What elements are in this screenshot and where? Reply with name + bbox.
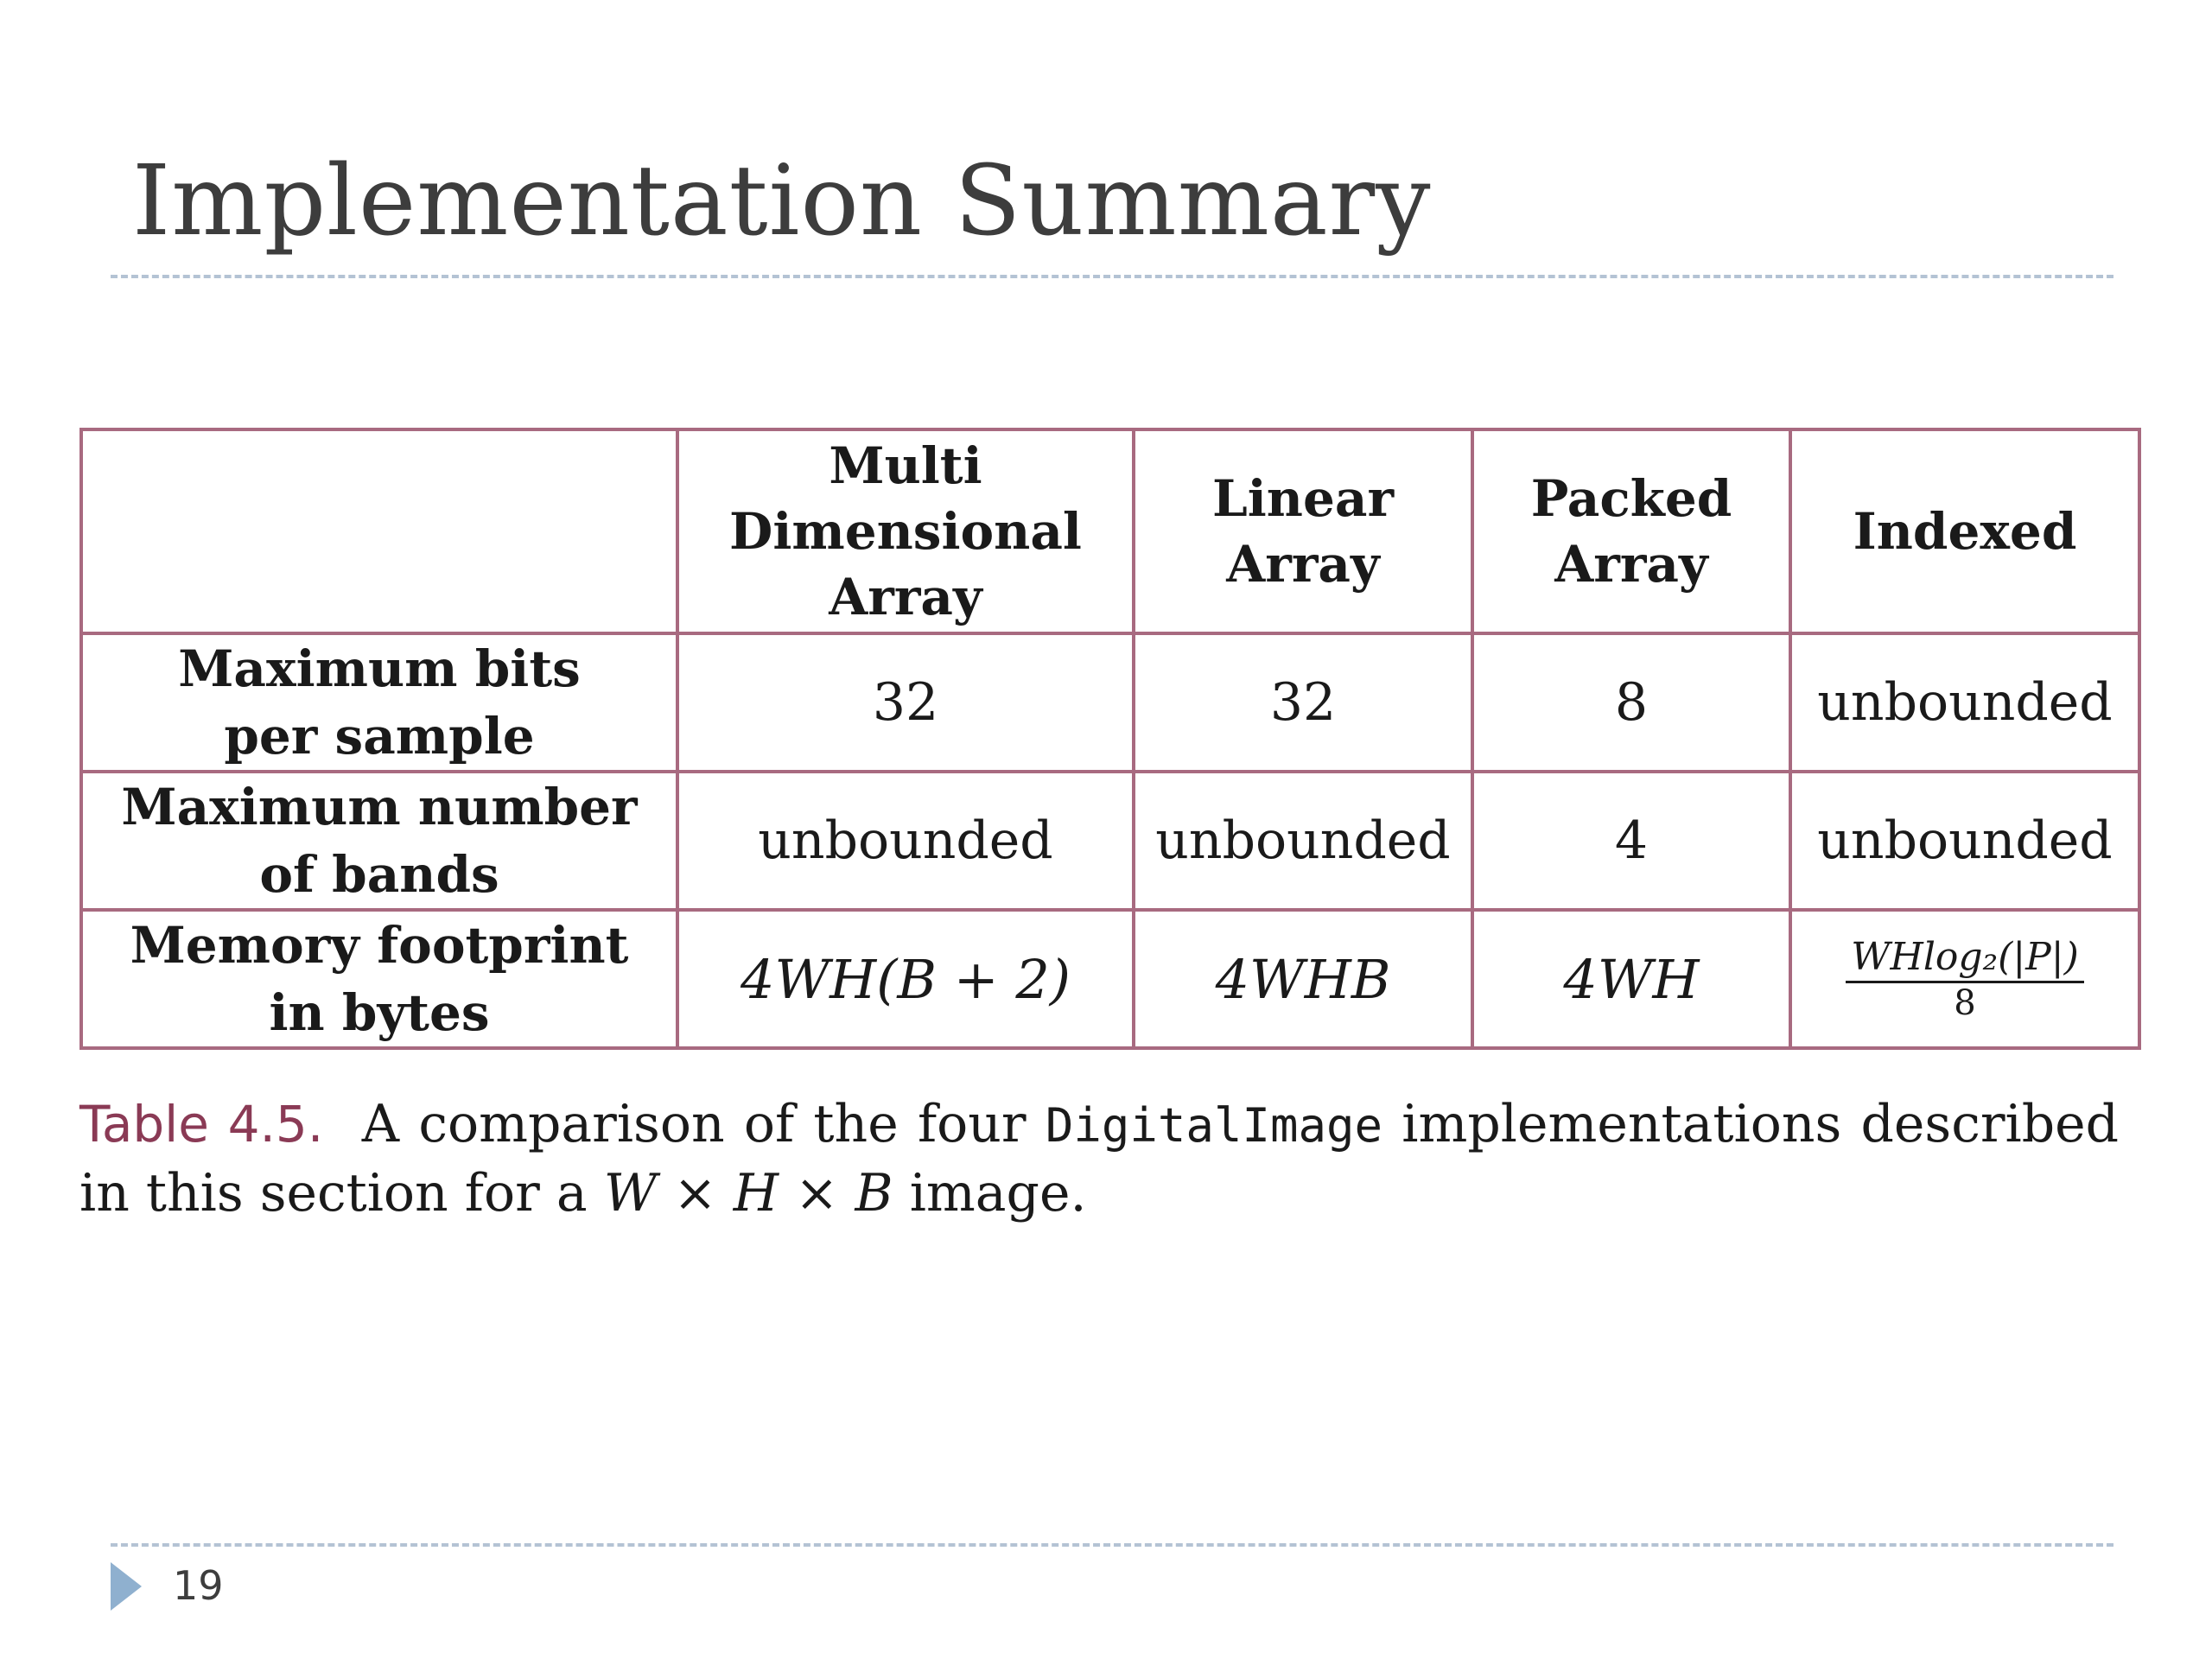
header-linear-array <box>1134 429 1472 633</box>
table-cell: unbounded <box>1790 772 2139 910</box>
header-line: Array <box>1226 535 1380 594</box>
slide-title: Implementation Summary <box>132 145 1432 257</box>
header-line: Array <box>1554 535 1708 594</box>
table-row <box>81 772 2139 910</box>
table-header-row <box>81 429 2139 633</box>
caption-text: image. <box>909 1163 1087 1224</box>
row-label-max-bands <box>81 772 677 910</box>
caption-text: implementations described in this section for a <box>79 1094 2120 1224</box>
row-label-max-bits <box>81 633 677 772</box>
table-caption <box>79 1090 2119 1227</box>
table-cell-formula: 4WHB <box>1134 910 1472 1048</box>
caption-math: W × H × B <box>603 1163 893 1224</box>
header-line: Multi <box>829 436 982 495</box>
row-label-line: of bands <box>259 845 499 904</box>
row-label-line: Maximum bits <box>178 639 581 698</box>
row-label-line: Memory footprint <box>130 916 629 975</box>
row-label-line: in bytes <box>269 983 490 1042</box>
table-cell: 8 <box>1472 633 1790 772</box>
header-line: Linear <box>1211 469 1395 528</box>
header-indexed <box>1790 429 2139 633</box>
caption-code: DigitalImage <box>1045 1098 1383 1153</box>
row-label-line: per sample <box>224 707 535 766</box>
header-empty-cell <box>81 429 677 633</box>
row-label-line: Maximum number <box>121 778 638 836</box>
table-cell-fraction <box>1790 910 2139 1048</box>
header-line: Array <box>829 568 982 626</box>
row-label-memory-footprint <box>81 910 677 1048</box>
table-cell: unbounded <box>677 772 1134 910</box>
header-line: Packed <box>1530 469 1732 528</box>
table-cell: unbounded <box>1790 633 2139 772</box>
caption-text: A comparison of the four <box>361 1094 1027 1154</box>
fraction <box>1846 936 2084 1023</box>
table-cell: unbounded <box>1134 772 1472 910</box>
caption-label: Table 4.5. <box>79 1095 324 1154</box>
header-line: Indexed <box>1853 502 2077 561</box>
table-cell: 4 <box>1472 772 1790 910</box>
comparison-table <box>79 428 2141 1050</box>
table-cell-formula: 4WH <box>1472 910 1790 1048</box>
table-cell: 32 <box>1134 633 1472 772</box>
page-number: 19 <box>173 1562 224 1609</box>
header-multi-dimensional-array <box>677 429 1134 633</box>
header-line: Dimensional <box>729 502 1082 561</box>
triangle-right-icon <box>111 1562 142 1611</box>
fraction-numerator: WHlog₂(|P|) <box>1846 936 2084 983</box>
table-cell: 32 <box>677 633 1134 772</box>
table-row <box>81 633 2139 772</box>
fraction-denominator: 8 <box>1954 982 1976 1023</box>
footer-divider <box>111 1543 2113 1547</box>
table-cell-formula: 4WH(B + 2) <box>677 910 1134 1048</box>
header-packed-array <box>1472 429 1790 633</box>
title-divider <box>111 275 2113 278</box>
table-row <box>81 910 2139 1048</box>
